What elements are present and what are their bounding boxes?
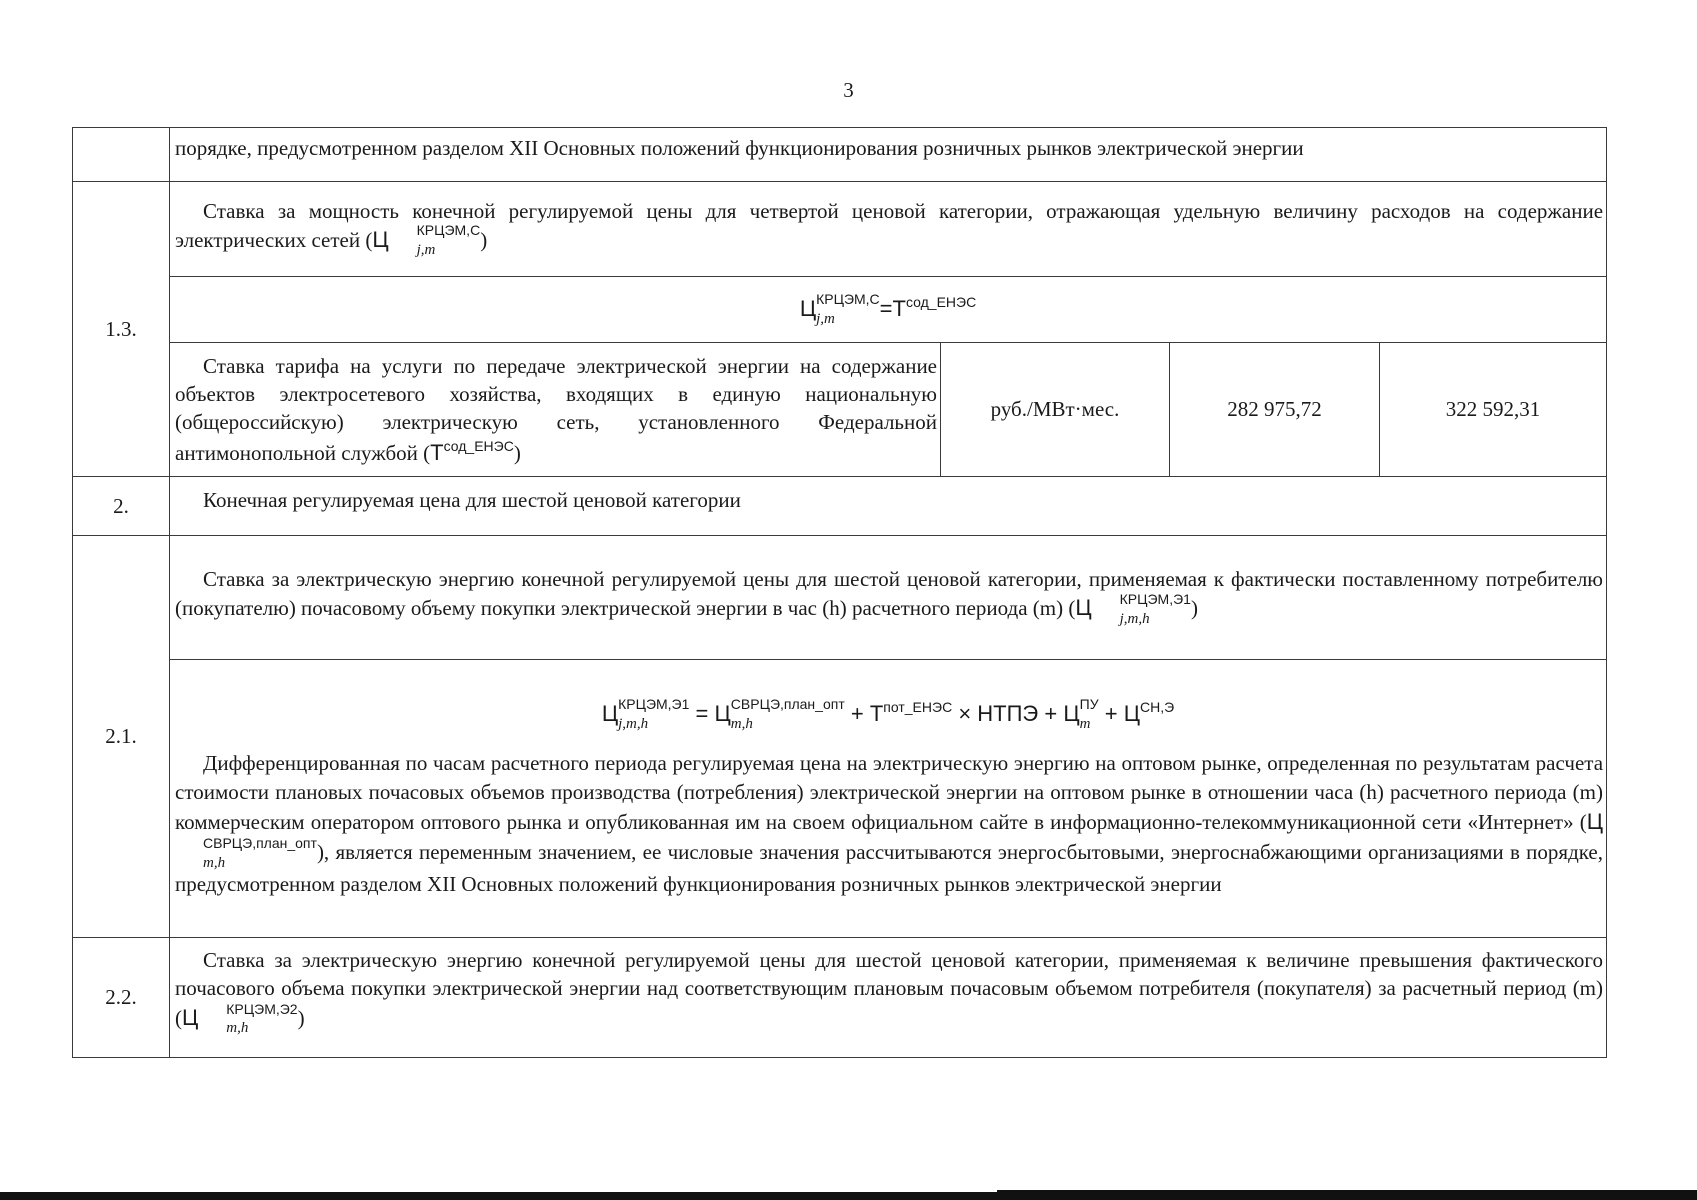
description-2-2-symbol-subscript: m,h [226,1020,249,1037]
term5-superscript: ПУ [1079,696,1099,713]
description-2-2-closing-paren: ) [297,1005,305,1030]
description-2-1-closing-paren: ) [1190,596,1198,621]
value-cell-2 [1380,343,1607,477]
tariff-value-1: 282 975,72 [1227,397,1322,422]
plus-sign-3: + [1104,701,1118,727]
formula-equals: = [879,296,893,322]
symbol-c-krcem-c [372,222,481,259]
description-1-3 [170,193,1606,265]
scan-bottom-edge [0,1192,1697,1200]
formula-2-1 [170,690,1606,744]
continuation-cell [170,128,1607,182]
description-2-1-symbol-main: Ц [1075,595,1092,621]
table-row-1-3-formula [73,277,1607,343]
formula-rhs-superscript: сод_ЕНЭС [905,294,977,311]
explanation-symbol-superscript: СВРЦЭ,план_опт [203,835,317,852]
term2-superscript: СВРЦЭ,план_опт [730,696,845,713]
tariff-closing-paren: ) [513,440,521,465]
table-row-1-3-description [73,182,1607,277]
unit-cell [941,343,1170,477]
formula-lhs-scripts [816,291,880,327]
description-cell-2-2 [170,938,1607,1058]
formula-equals-2-1: = [695,701,709,727]
symbol-superscript: КРЦЭМ,С [416,222,481,239]
description-2-1 [170,561,1606,634]
symbol-main: Ц [372,227,389,253]
explanation-2-1 [170,745,1606,907]
closing-paren: ) [480,228,488,253]
term6-main: Ц [1123,701,1140,727]
tariff-description-cell [170,343,941,477]
explanation-2-1-text-1: Дифференцированная по часам расчетного периода регулируемая цена на электрическую энергию на оптовом рынке, определенная по результатам расчета стоимости плановых почасовых объемов производства (потребления) электрической энергии на оптовом рынке в отношении часа (h) расчетного периода (m) коммерческим оператором оптового рынка и опубликованная им на своем официальном сайте в информационно-телекоммуникационной сети «Интернет» ( [175,750,1604,835]
description-2-2-symbol-scripts [198,1000,298,1037]
description-2-1-text: Ставка за электрическую энергию конечной регулируемой цены для шестой ценовой категории, применяемая к фактически поставленному потребителю (покупателю) почасовому объему покупки электрической энергии в час (h) расчетного периода (m) ( [175,567,1604,621]
term2-scripts [730,696,845,732]
formula-cell-2-1 [170,660,1607,938]
description-2-2-symbol-superscript: КРЦЭМ,Э2 [226,1000,298,1017]
tariff-description-text: Ставка тарифа на услуги по передаче электрической энергии на содержание объектов электросетевого хозяйства, входящих в единую национальную (общероссийскую) электрическую сеть, установленного Федеральной антимонопольной службой ( [175,353,937,465]
term1-subscript: j,m,h [618,715,649,732]
table-row-2-2 [73,938,1607,1058]
section-2-heading: Конечная регулируемая цена для шестой ценовой категории [203,487,741,512]
unit-value: руб./МВт·мес. [990,397,1120,422]
term2-subscript: m,h [730,715,753,732]
row-number-2: 2. [73,477,170,536]
symbol-scripts [389,222,481,259]
page-number: 3 [843,78,854,102]
term6-superscript: СН,Э [1140,699,1175,716]
term5-main: Ц [1063,701,1080,727]
formula-lhs-subscript: j,m [816,310,835,327]
formula-lhs-superscript: КРЦЭМ,С [816,291,880,308]
explanation-2-1-text-2: ), является переменным значением, ее числовые значения рассчитываются энергосбытовыми, энергоснабжающими организациями в порядке, предусмотренном разделом XII Основных положений функционирования розничных рынков электрической энергии [175,840,1604,896]
heading-cell-2 [170,477,1607,536]
number-cell-empty [73,128,170,182]
term2-main: Ц [714,701,731,727]
row-number-2-1: 2.1. [73,536,170,938]
row-number-1-3: 1.3. [73,182,170,477]
explanation-symbol-main: Ц [1586,809,1604,835]
row-number-2-2: 2.2. [73,938,170,1058]
symbol-subscript: j,m [416,242,436,259]
times-sign: × [958,701,972,727]
term1-main: Ц [601,701,619,727]
term1-scripts [618,696,690,732]
formula-1-3 [170,277,1607,343]
table-row-2-1-formula [73,660,1607,938]
table-row-2-1-description [73,536,1607,660]
term5-subscript: m [1079,715,1091,732]
table-row-continuation [73,128,1607,182]
term5-scripts [1079,696,1099,732]
tariff-description [170,348,940,472]
tariff-symbol-superscript: сод_ЕНЭС [443,437,514,454]
description-2-2-symbol-main: Ц [182,1004,199,1030]
table-row-2 [73,477,1607,536]
formula-rhs-main: Т [892,296,906,322]
term3-main: Т [869,701,884,727]
description-cell-1-3 [170,182,1607,277]
tariff-value-2: 322 592,31 [1445,397,1541,422]
description-cell-2-1 [170,536,1607,660]
description-1-3-text: Ставка за мощность конечной регулируемой цены для четвертой ценовой категории, отражающая удельную величину расходов на содержание электрических сетей ( [175,199,1604,253]
description-2-2-text: Ставка за электрическую энергию конечной регулируемой цены для шестой ценовой категории, применяемая к величине превышения фактического почасового объема покупки электрической энергии над соответствующим плановым почасовым объемом потребителя (покупателя) за расчетный период (m) ( [175,947,1604,1030]
plus-sign-2: + [1044,701,1058,727]
description-2-1-symbol-superscript: КРЦЭМ,Э1 [1119,591,1191,608]
table-row-1-3-tariff [73,343,1607,477]
formula-lhs-main: Ц [799,296,817,322]
description-2-1-symbol-subscript: j,m,h [1119,611,1150,628]
term4-ntpe: НТПЭ [977,701,1039,727]
tariff-symbol-main: Т [430,439,444,465]
tariff-table [72,127,1607,1058]
value-cell-1 [1170,343,1380,477]
explanation-symbol-scripts [175,835,317,871]
plus-sign-1: + [850,701,864,727]
term3-superscript: пот_ЕНЭС [883,699,953,716]
continuation-text: порядке, предусмотренном разделом XII Основных положений функционирования розничных рынков электрической энергии [175,136,1304,161]
term1-superscript: КРЦЭМ,Э1 [618,696,690,713]
description-2-1-symbol-scripts [1092,591,1191,628]
explanation-symbol-subscript: m,h [203,854,226,871]
description-2-2 [170,942,1606,1053]
